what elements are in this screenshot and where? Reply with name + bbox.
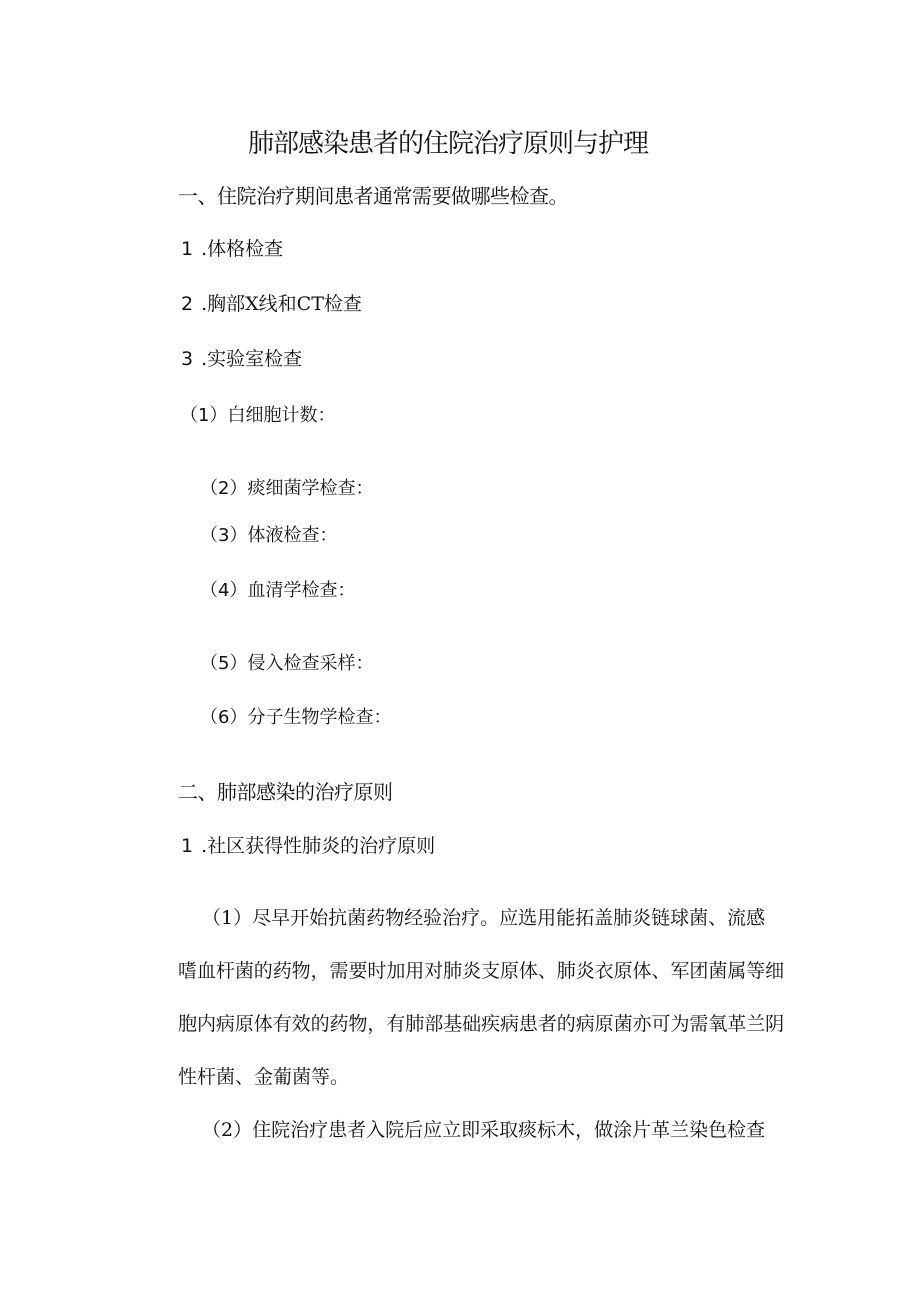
exam-item-3 [181, 350, 302, 369]
lab-subitem-1 [180, 406, 335, 425]
paragraph-1-line-2: 嗜血杆菌的药物，需要时加用对肺炎支原体、肺炎衣原体、军团菌属等细 [178, 960, 785, 982]
exam-item-text: .胸部X线和CT检查 [201, 293, 362, 315]
section2-heading: 二、肺部感染的治疗原则 [178, 780, 393, 804]
exam-item-number: 3 [181, 348, 194, 370]
lab-subitem-2 [200, 479, 373, 498]
lab-subitem-text: 血清学检查： [247, 580, 356, 601]
exam-item-number: 2 [181, 293, 194, 315]
treatment-item-text: .社区获得性肺炎的治疗原则 [201, 835, 436, 857]
lab-subitem-number: （5） [200, 653, 248, 674]
lab-subitem-text: 分子生物学检查： [247, 707, 392, 728]
lab-subitem-4 [200, 581, 355, 600]
section1-heading: 一、住院治疗期间患者通常需要做哪些检查。 [178, 184, 568, 208]
document-title: 肺部感染患者的住院治疗原则与护理 [248, 129, 649, 159]
lab-subitem-6 [200, 708, 391, 727]
exam-item-1 [181, 240, 283, 259]
lab-subitem-text: 痰细菌学检查： [247, 478, 374, 499]
exam-item-text: .实验室检查 [201, 348, 303, 370]
lab-subitem-number: （1） [180, 405, 228, 426]
treatment-item-number: 1 [181, 835, 194, 857]
exam-item-number: 1 [181, 238, 194, 260]
paragraph-1-line-1: （1）尽早开始抗菌药物经验治疗。应选用能拓盖肺炎链球菌、流感 [202, 907, 766, 929]
paragraph-1-line-4: 性杆菌、金葡菌等。 [178, 1066, 350, 1088]
paragraph-2-line-1: （2）住院治疗患者入院后应立即采取痰标木，做涂片革兰染色检查 [202, 1119, 766, 1141]
exam-item-text: .体格检查 [201, 238, 284, 260]
lab-subitem-number: （2） [200, 478, 248, 499]
lab-subitem-text: 体液检查： [247, 525, 338, 546]
lab-subitem-text: 白细胞计数： [227, 405, 336, 426]
lab-subitem-number: （4） [200, 580, 248, 601]
exam-item-2 [181, 295, 362, 314]
lab-subitem-number: （6） [200, 707, 248, 728]
lab-subitem-number: （3） [200, 525, 248, 546]
paragraph-1-line-3: 胞内病原体有效的药物，有肺部基础疾病患者的病原菌亦可为需氧革兰阴 [178, 1013, 785, 1035]
treatment-item-1 [181, 837, 435, 856]
lab-subitem-text: 侵入检查采样： [247, 653, 374, 674]
lab-subitem-5 [200, 654, 373, 673]
lab-subitem-3 [200, 526, 337, 545]
